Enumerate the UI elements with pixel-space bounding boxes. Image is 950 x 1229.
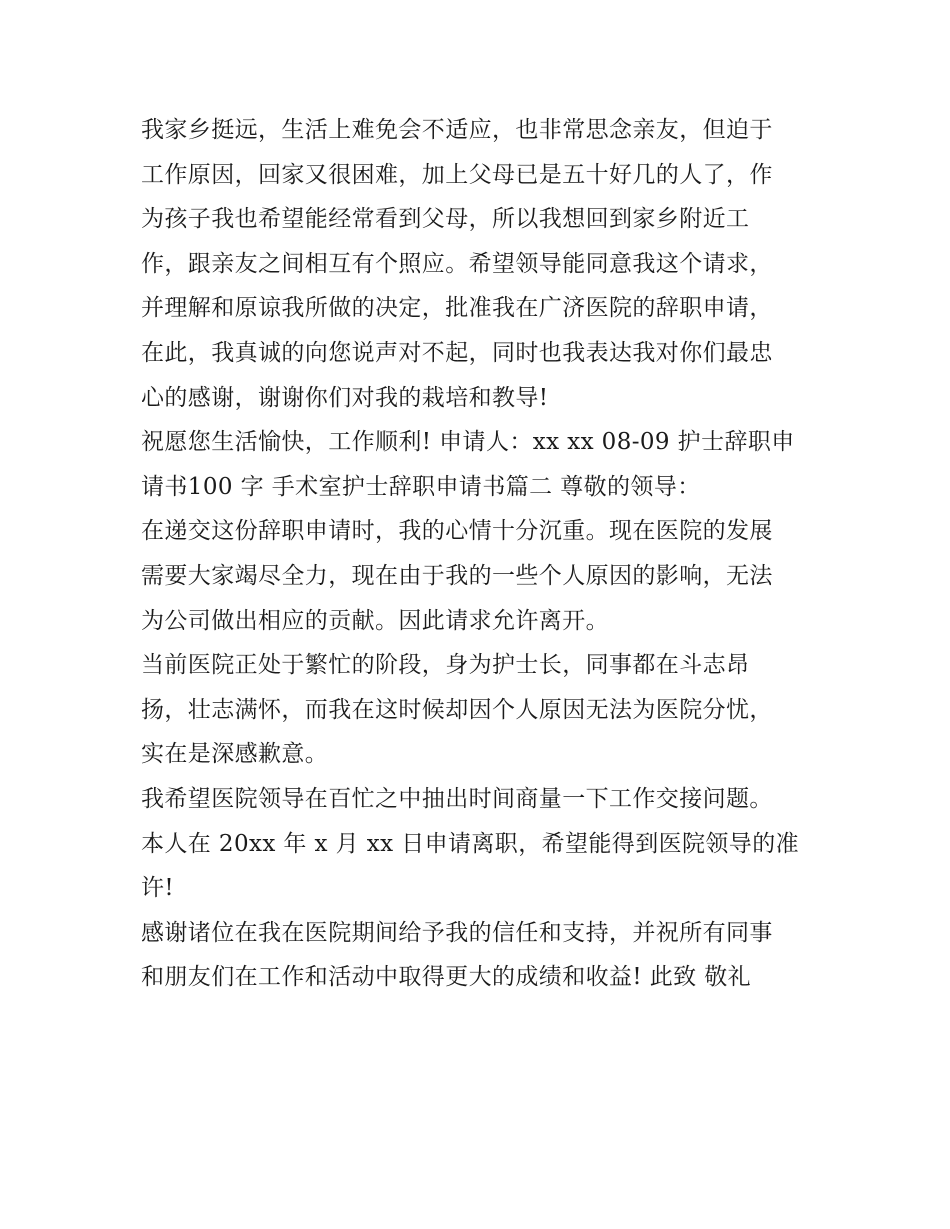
text-line: 本人在 20xx 年 x 月 xx 日申请离职，希望能得到医院领导的准	[141, 830, 799, 857]
text-line: 实在是深感歉意。	[141, 741, 329, 768]
text-line: 需要大家竭尽全力，现在由于我的一些个人原因的影响，无法	[141, 562, 773, 589]
text-line: 在此，我真诚的向您说声对不起，同时也我表达我对你们最忠	[141, 339, 773, 366]
text-line: 请书100 字 手术室护士辞职申请书篇二 尊敬的领导：	[141, 473, 701, 500]
text-line: 为孩子我也希望能经常看到父母，所以我想回到家乡附近工	[141, 206, 750, 233]
text-line: 并理解和原谅我所做的决定，批准我在广济医院的辞职申请，	[141, 295, 773, 322]
text-line: 祝愿您生活愉快，工作顺利! 申请人：xx xx 08-09 护士辞职申	[141, 429, 795, 456]
text-line: 扬，壮志满怀，而我在这时候却因个人原因无法为医院分忧，	[141, 696, 773, 723]
text-line: 感谢诸位在我在医院期间给予我的信任和支持，并祝所有同事	[141, 919, 773, 946]
text-line: 当前医院正处于繁忙的阶段，身为护士长，同事都在斗志昂	[141, 652, 750, 679]
text-line: 我希望医院领导在百忙之中抽出时间商量一下工作交接问题。	[141, 785, 773, 812]
text-line: 作，跟亲友之间相互有个照应。希望领导能同意我这个请求，	[141, 250, 773, 277]
text-line: 我家乡挺远，生活上难免会不适应，也非常思念亲友，但迫于	[141, 117, 773, 143]
letter-body	[141, 108, 821, 1000]
text-line: 工作原因，回家又很困难，加上父母已是五十好几的人了，作	[141, 161, 773, 188]
text-line: 在递交这份辞职申请时，我的心情十分沉重。现在医院的发展	[141, 518, 773, 545]
text-line: 和朋友们在工作和活动中取得更大的成绩和收益! 此致 敬礼	[141, 964, 752, 991]
text-line: 许!	[141, 875, 175, 902]
text-line: 心的感谢，谢谢你们对我的栽培和教导!	[141, 384, 549, 411]
text-line: 为公司做出相应的贡献。因此请求允许离开。	[141, 607, 609, 634]
